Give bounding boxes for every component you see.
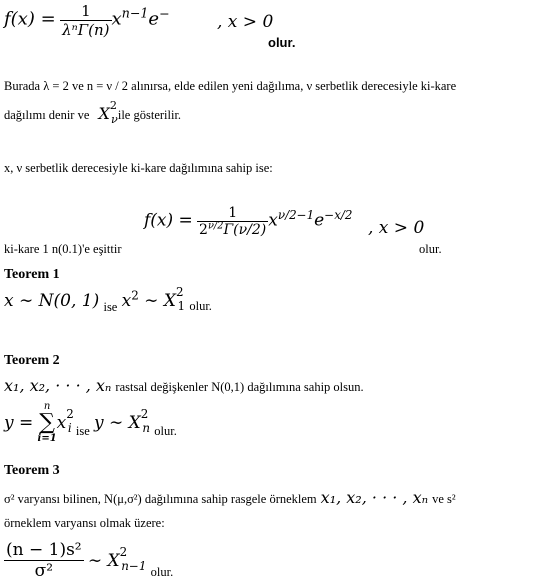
formula-2-denominator: $2^{\nu/2}\Gamma(\nu/2)$ <box>199 220 267 238</box>
paragraph-1-line-2b: ile gösterilir. <box>117 108 182 122</box>
theorem-2-ise: ise <box>75 423 90 438</box>
theorem-3-rhs: ∼ $X^2_{n-1}$ <box>87 544 147 573</box>
theorem-3-line-2: örneklem varyansı olmak üzere: <box>4 516 165 530</box>
formula-1-e-exp: − <box>159 5 170 21</box>
theorem-1-ise: ise <box>103 300 118 314</box>
theorem-2-line-1 <box>4 376 364 396</box>
theorem-3-formula <box>4 540 173 581</box>
formula-1-exp: n−1 <box>121 5 149 21</box>
formula-1-e: e <box>148 8 160 30</box>
theorem-3-line-1a: σ² varyansı bilinen, N(μ,σ²) dağılımına sahip rasgele örneklem <box>4 492 317 506</box>
paragraph-1-line-1: Burada λ = 2 ve n = ν / 2 alınırsa, elde edilen yeni dağılıma, ν serbetlik derecesiyle ki-kare <box>4 79 457 93</box>
theorem-1-chi: ∼ X <box>138 291 176 311</box>
theorem-3-line-1 <box>4 488 456 508</box>
formula-1 <box>4 2 179 39</box>
paragraph-1-line-2 <box>4 98 182 127</box>
chi-square-nu-symbol: $X^2_\nu$ <box>98 98 118 127</box>
formula-2-fraction <box>197 205 268 238</box>
formula-2-lhs: f(x) = <box>144 210 193 231</box>
formula-2-suffix: olur. <box>419 242 442 256</box>
theorem-1-title: Teorem 1 <box>4 267 60 282</box>
formula-1-x: x <box>111 8 122 30</box>
theorem-1-x: x <box>121 291 132 311</box>
theorem-3-suffix: olur. <box>150 565 174 580</box>
theorem-2-rhs: y ∼ $X^2_n$ <box>94 407 151 436</box>
formula-1-suffix: olur. <box>268 35 296 50</box>
formula-1-fraction <box>60 2 111 39</box>
theorem-2-y: y = <box>4 413 34 433</box>
paragraph-2: x, ν serbetlik derecesiyle ki-kare dağılımına sahip ise: <box>4 161 273 175</box>
formula-2-e-exp: −x/2 <box>324 207 353 222</box>
formula-2-left-note: ki-kare 1 n(0.1)'e eşittir <box>4 242 122 256</box>
formula-1-lhs: f(x) = <box>4 8 56 30</box>
formula-2-x: x <box>268 210 278 231</box>
formula-1-numerator: 1 <box>81 2 91 20</box>
formula-2-x-exp: ν/2−1 <box>277 207 315 222</box>
theorem-3-fraction: $\frac{\text{(n − 1)s²}}{\text{σ²}}$ <box>6 540 82 581</box>
formula-2-condition: , x > 0 <box>368 218 425 238</box>
formula-1-condition: , x > 0 <box>217 12 274 32</box>
formula-2-numerator: 1 <box>228 205 238 221</box>
theorem-2-formula <box>4 402 177 444</box>
formula-1-denominator: λⁿΓ(n) <box>62 21 110 39</box>
theorem-1-suffix: olur. <box>189 299 212 313</box>
theorem-3-title: Teorem 3 <box>4 463 60 478</box>
sum-operator: n ∑ i=1 <box>37 401 57 444</box>
theorem-1-premise: x ∼ N(0, 1) <box>4 291 100 311</box>
theorem-2-text: rastsal değişkenler N(0,1) dağılımına sahip olsun. <box>115 380 364 394</box>
formula-2 <box>144 205 352 238</box>
sum-term: $x^2_i$ <box>56 407 74 436</box>
theorem-1-statement: x ∼ N(0, 1) $_{ise}$ $x^2$ ∼ $X^2_1$ $_{olur.}$ <box>4 285 212 314</box>
theorem-2-title: Teorem 2 <box>4 353 60 368</box>
theorem-3-vars: x₁, x₂, · · · , xₙ <box>320 488 429 507</box>
theorem-2-suffix: olur. <box>154 423 177 438</box>
paragraph-1-line-2a: dağılımı denir ve <box>4 108 90 122</box>
theorem-3-line-1b: ve s² <box>432 492 456 506</box>
formula-2-e: e <box>314 210 325 231</box>
theorem-2-vars: x₁, x₂, · · · , xₙ <box>4 376 112 395</box>
